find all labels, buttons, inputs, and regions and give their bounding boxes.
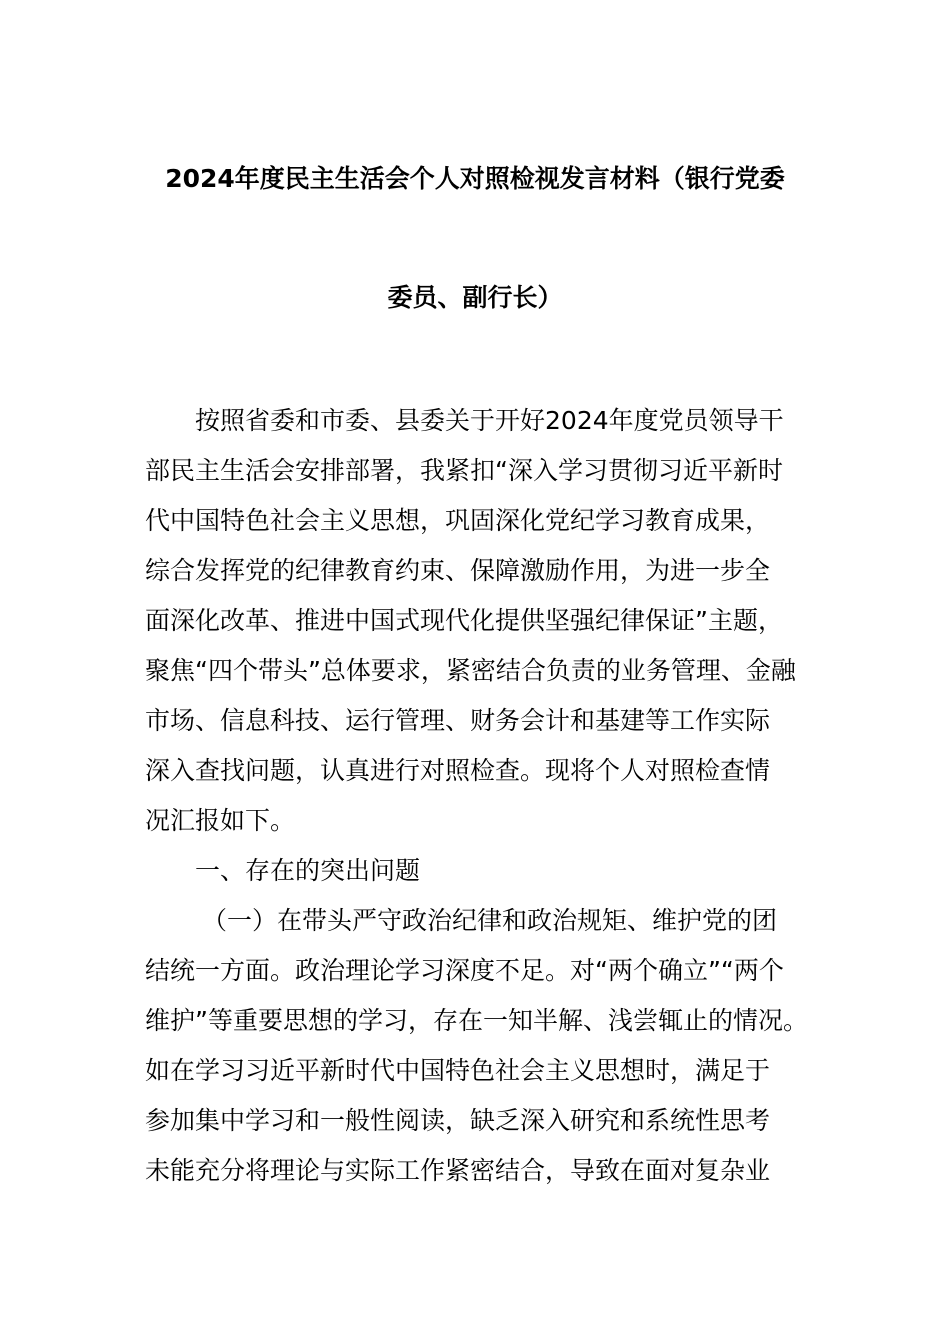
paragraph-line: 况汇报如下。 [145,806,296,835]
paragraph-line: 代中国特色社会主义思想，巩固深化党纪学习教育成果， [145,506,771,535]
paragraph-line: （一）在带头严守政治纪律和政治规矩、维护党的团 [202,906,778,935]
paragraph-line: 按照省委和市委、县委关于开好2024年度党员领导干 [195,406,784,435]
paragraph-line: 综合发挥党的纪律教育约束、保障激励作用，为进一步全 [145,556,771,585]
paragraph-line: 面深化改革、推进中国式现代化提供坚强纪律保证”主题， [145,606,783,635]
document-body [145,396,825,1196]
paragraph-line: 深入查找问题，认真进行对照检查。现将个人对照检查情 [145,756,771,785]
document-title-line-1: 2024年度民主生活会个人对照检视发言材料（银行党委 [165,164,785,193]
document-title-line-2: 委员、副行长） [387,283,563,312]
paragraph-line: 结统一方面。政治理论学习深度不足。对“两个确立”“两个 [145,956,784,985]
paragraph-line: 市场、信息科技、运行管理、财务会计和基建等工作实际 [145,706,771,735]
paragraph-line: 未能充分将理论与实际工作紧密结合，导致在面对复杂业 [145,1156,771,1185]
paragraph-line: 如在学习习近平新时代中国特色社会主义思想时，满足于 [145,1056,771,1085]
paragraph-line: 部民主生活会安排部署，我紧扣“深入学习贯彻习近平新时 [145,456,783,485]
paragraph-line: 维护”等重要思想的学习，存在一知半解、浅尝辄止的情况。 [145,1006,808,1035]
paragraph-line: 参加集中学习和一般性阅读，缺乏深入研究和系统性思考 [145,1106,771,1135]
section-heading: 一、存在的突出问题 [195,856,421,885]
paragraph-line: 聚焦“四个带头”总体要求，紧密结合负责的业务管理、金融 [145,656,796,685]
